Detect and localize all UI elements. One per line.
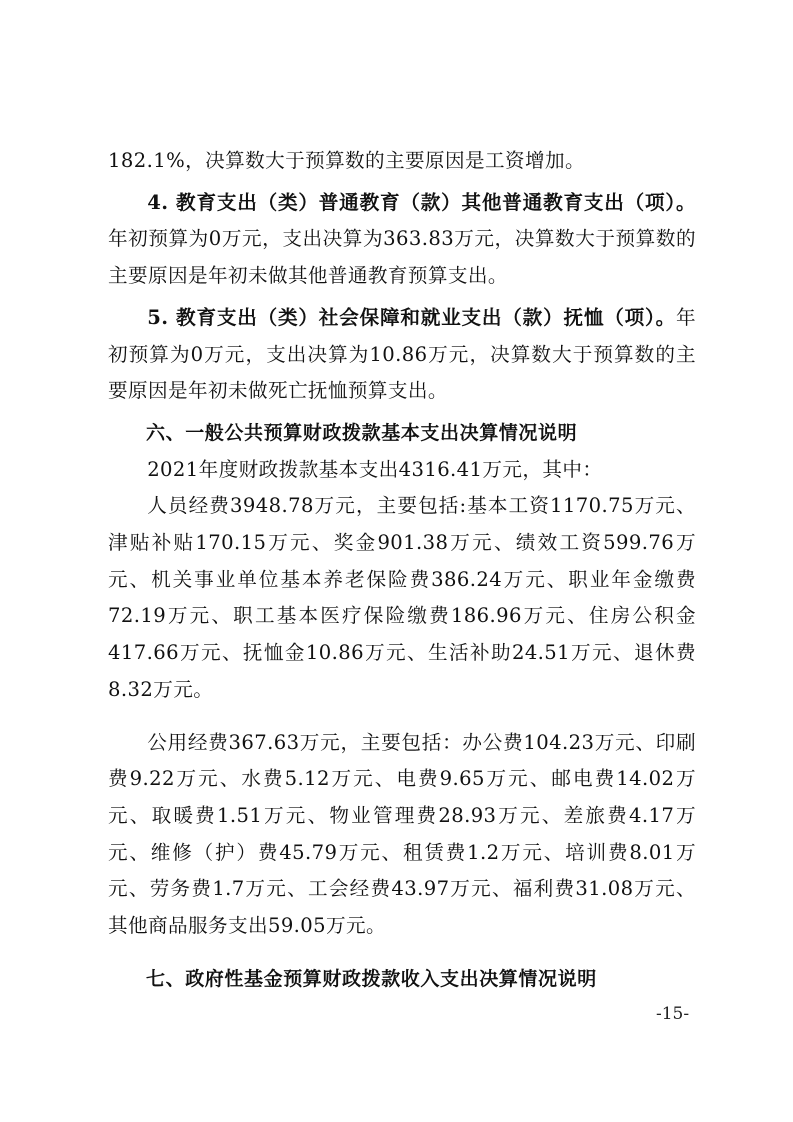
paragraph-pension-expense [108, 300, 696, 410]
paragraph-public-expense: 公用经费367.63万元，主要包括：办公费104.23万元、印刷费9.22万元、水费5.12万元、电费9.65万元、邮电费14.02万元、取暖费1.51万元、物业管理费28.93万元、差旅费4.17万元、维修（护）费45.79万元、租赁费1.2万元、培训费8.01万元、劳务费1.7万元、工会经费43.97万元、福利费31.08万元、其他商品服务支出59.05万元。 [108, 730, 696, 938]
paragraph-personnel-expense: 人员经费3948.78万元，主要包括:基本工资1170.75万元、津贴补贴170.15万元、奖金901.38万元、绩效工资599.76万元、机关事业单位基本养老保险费386.24万元、职业年金缴费72.19万元、职工基本医疗保险缴费186.96万元、住房公积金417.66万元、抚恤金10.86万元、生活补助24.51万元、退休费8.32万元。 [108, 494, 696, 701]
page-number: -15- [656, 1004, 690, 1024]
item-body-pension: 年初预算为0万元，支出决算为10.86万元，决算数大于预算数的主要原因是年初未做死亡抚恤预算支出。 [108, 305, 696, 403]
paragraph-basic-expenditure-total: 2021年度财政拨款基本支出4316.41万元，其中： [147, 457, 603, 481]
item-label-other-education: 4. 教育支出（类）普通教育（款）其他普通教育支出（项）。 [147, 190, 696, 214]
section-heading-government-fund: 七、政府性基金预算财政拨款收入支出决算情况说明 [146, 967, 597, 990]
item-label-pension: 5. 教育支出（类）社会保障和就业支出（款）抚恤（项）。 [147, 305, 676, 329]
paragraph-other-education-expense [108, 185, 696, 295]
paragraph-salary-increase: 182.1%，决算数大于预算数的主要原因是工资增加。 [108, 149, 585, 172]
document-body [108, 143, 696, 997]
item-body-other-education: 年初预算为0万元，支出决算为363.83万元，决算数大于预算数的主要原因是年初未做其他普通教育预算支出。 [108, 227, 696, 288]
section-heading-basic-expenditure: 六、一般公共预算财政拨款基本支出决算情况说明 [146, 421, 578, 444]
